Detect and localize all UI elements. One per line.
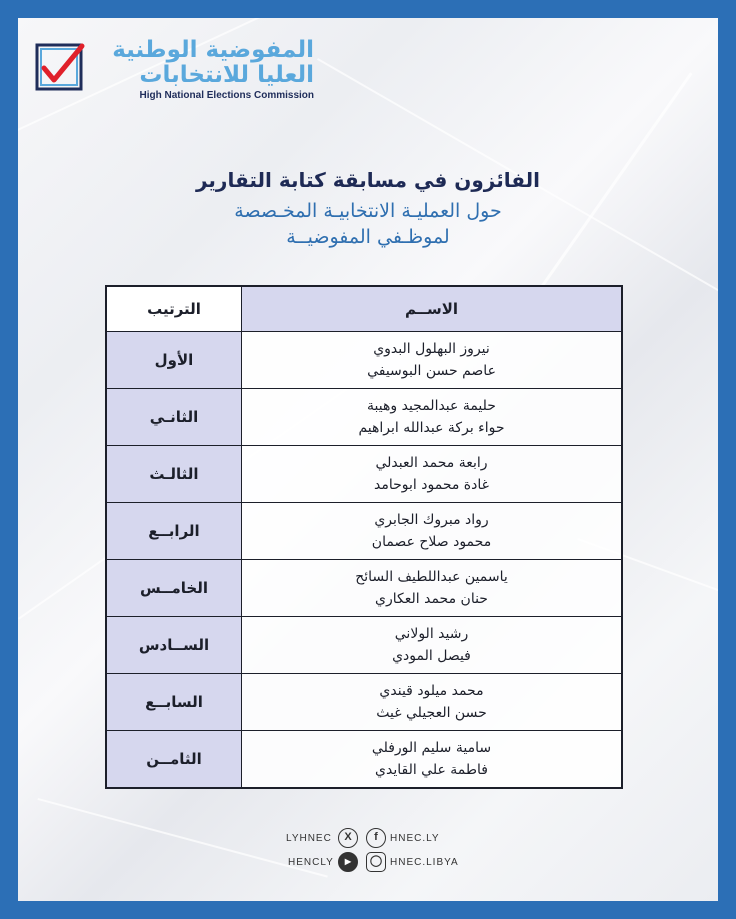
winner-name: عاصم حسن البوسيفي bbox=[367, 363, 496, 379]
winners-table bbox=[105, 285, 623, 789]
winner-name: سامية سليم الورفلي bbox=[371, 740, 492, 756]
rank-cell: السابــع bbox=[106, 674, 242, 731]
logo-arabic-line1: المفوضية الوطنية bbox=[112, 37, 314, 63]
title-block bbox=[18, 168, 718, 250]
page-title: الفائزون في مسابقة كتابة التقارير bbox=[195, 168, 541, 192]
winner-names-cell bbox=[242, 389, 623, 446]
winner-name: رابعة محمد العبدلي bbox=[375, 455, 488, 471]
winner-name: غادة محمود ابوحامد bbox=[374, 477, 489, 493]
winner-name: حنان محمد العكاري bbox=[375, 591, 488, 607]
youtube-handle[interactable]: HENCLY bbox=[288, 857, 334, 868]
table-row bbox=[106, 503, 622, 560]
winner-names-cell bbox=[242, 446, 623, 503]
rank-cell: الأول bbox=[106, 332, 242, 389]
table-row bbox=[106, 617, 622, 674]
winner-name: حواء بركة عبدالله ابراهيم bbox=[358, 420, 505, 436]
table-row bbox=[106, 332, 622, 389]
youtube-icon[interactable]: ▶ bbox=[338, 852, 358, 872]
logo-english: High National Elections Commission bbox=[139, 90, 314, 101]
x-icon[interactable]: X bbox=[338, 828, 358, 848]
rank-cell: الثامــن bbox=[106, 731, 242, 789]
table-row bbox=[106, 560, 622, 617]
logo-arabic-line2: العليا للانتخابات bbox=[139, 62, 314, 88]
header-rank: الترتيب bbox=[106, 286, 242, 332]
header-name: الاســم bbox=[242, 286, 623, 332]
rank-cell: الثالـث bbox=[106, 446, 242, 503]
table-row bbox=[106, 731, 622, 789]
winner-names-cell bbox=[242, 560, 623, 617]
rank-cell: الخامــس bbox=[106, 560, 242, 617]
winner-names-cell bbox=[242, 674, 623, 731]
table-row bbox=[106, 674, 622, 731]
rank-cell: الســادس bbox=[106, 617, 242, 674]
winner-name: حليمة عبدالمجيد وهيبة bbox=[367, 398, 496, 414]
instagram-icon[interactable]: ◯ bbox=[366, 852, 386, 872]
winner-name: رشيد الولاني bbox=[394, 626, 469, 642]
table-row bbox=[106, 446, 622, 503]
winner-name: ياسمين عبداللطيف السائح bbox=[355, 569, 508, 585]
checkmark-ballot-icon bbox=[34, 42, 86, 94]
winner-name: محمود صلاح عصمان bbox=[371, 534, 492, 550]
winner-names-cell bbox=[242, 503, 623, 560]
instagram-handle[interactable]: HNEC.LIBYA bbox=[390, 857, 459, 868]
subtitle-line1: حول العمليـة الانتخابيـة المخـصصة bbox=[234, 200, 502, 222]
winner-names-cell bbox=[242, 731, 623, 789]
hnec-logo bbox=[34, 38, 314, 118]
winner-name: حسن العجيلي غيث bbox=[376, 705, 487, 721]
winner-name: نيروز البهلول البدوي bbox=[373, 341, 490, 357]
table-row bbox=[106, 389, 622, 446]
rank-cell: الرابــع bbox=[106, 503, 242, 560]
subtitle-line2: لموظـفي المفوضيــة bbox=[286, 226, 450, 248]
social-links bbox=[286, 828, 459, 878]
facebook-handle[interactable]: HNEC.LY bbox=[390, 833, 440, 844]
x-handle[interactable]: LYHNEC bbox=[286, 833, 332, 844]
facebook-icon[interactable]: f bbox=[366, 828, 386, 848]
winner-name: فيصل المودي bbox=[392, 648, 471, 664]
rank-cell: الثانـي bbox=[106, 389, 242, 446]
winner-name: محمد ميلود قيندي bbox=[379, 683, 484, 699]
winner-name: فاطمة علي القايدي bbox=[375, 762, 488, 778]
winner-name: رواد مبروك الجابري bbox=[374, 512, 489, 528]
winner-names-cell bbox=[242, 332, 623, 389]
winner-names-cell bbox=[242, 617, 623, 674]
